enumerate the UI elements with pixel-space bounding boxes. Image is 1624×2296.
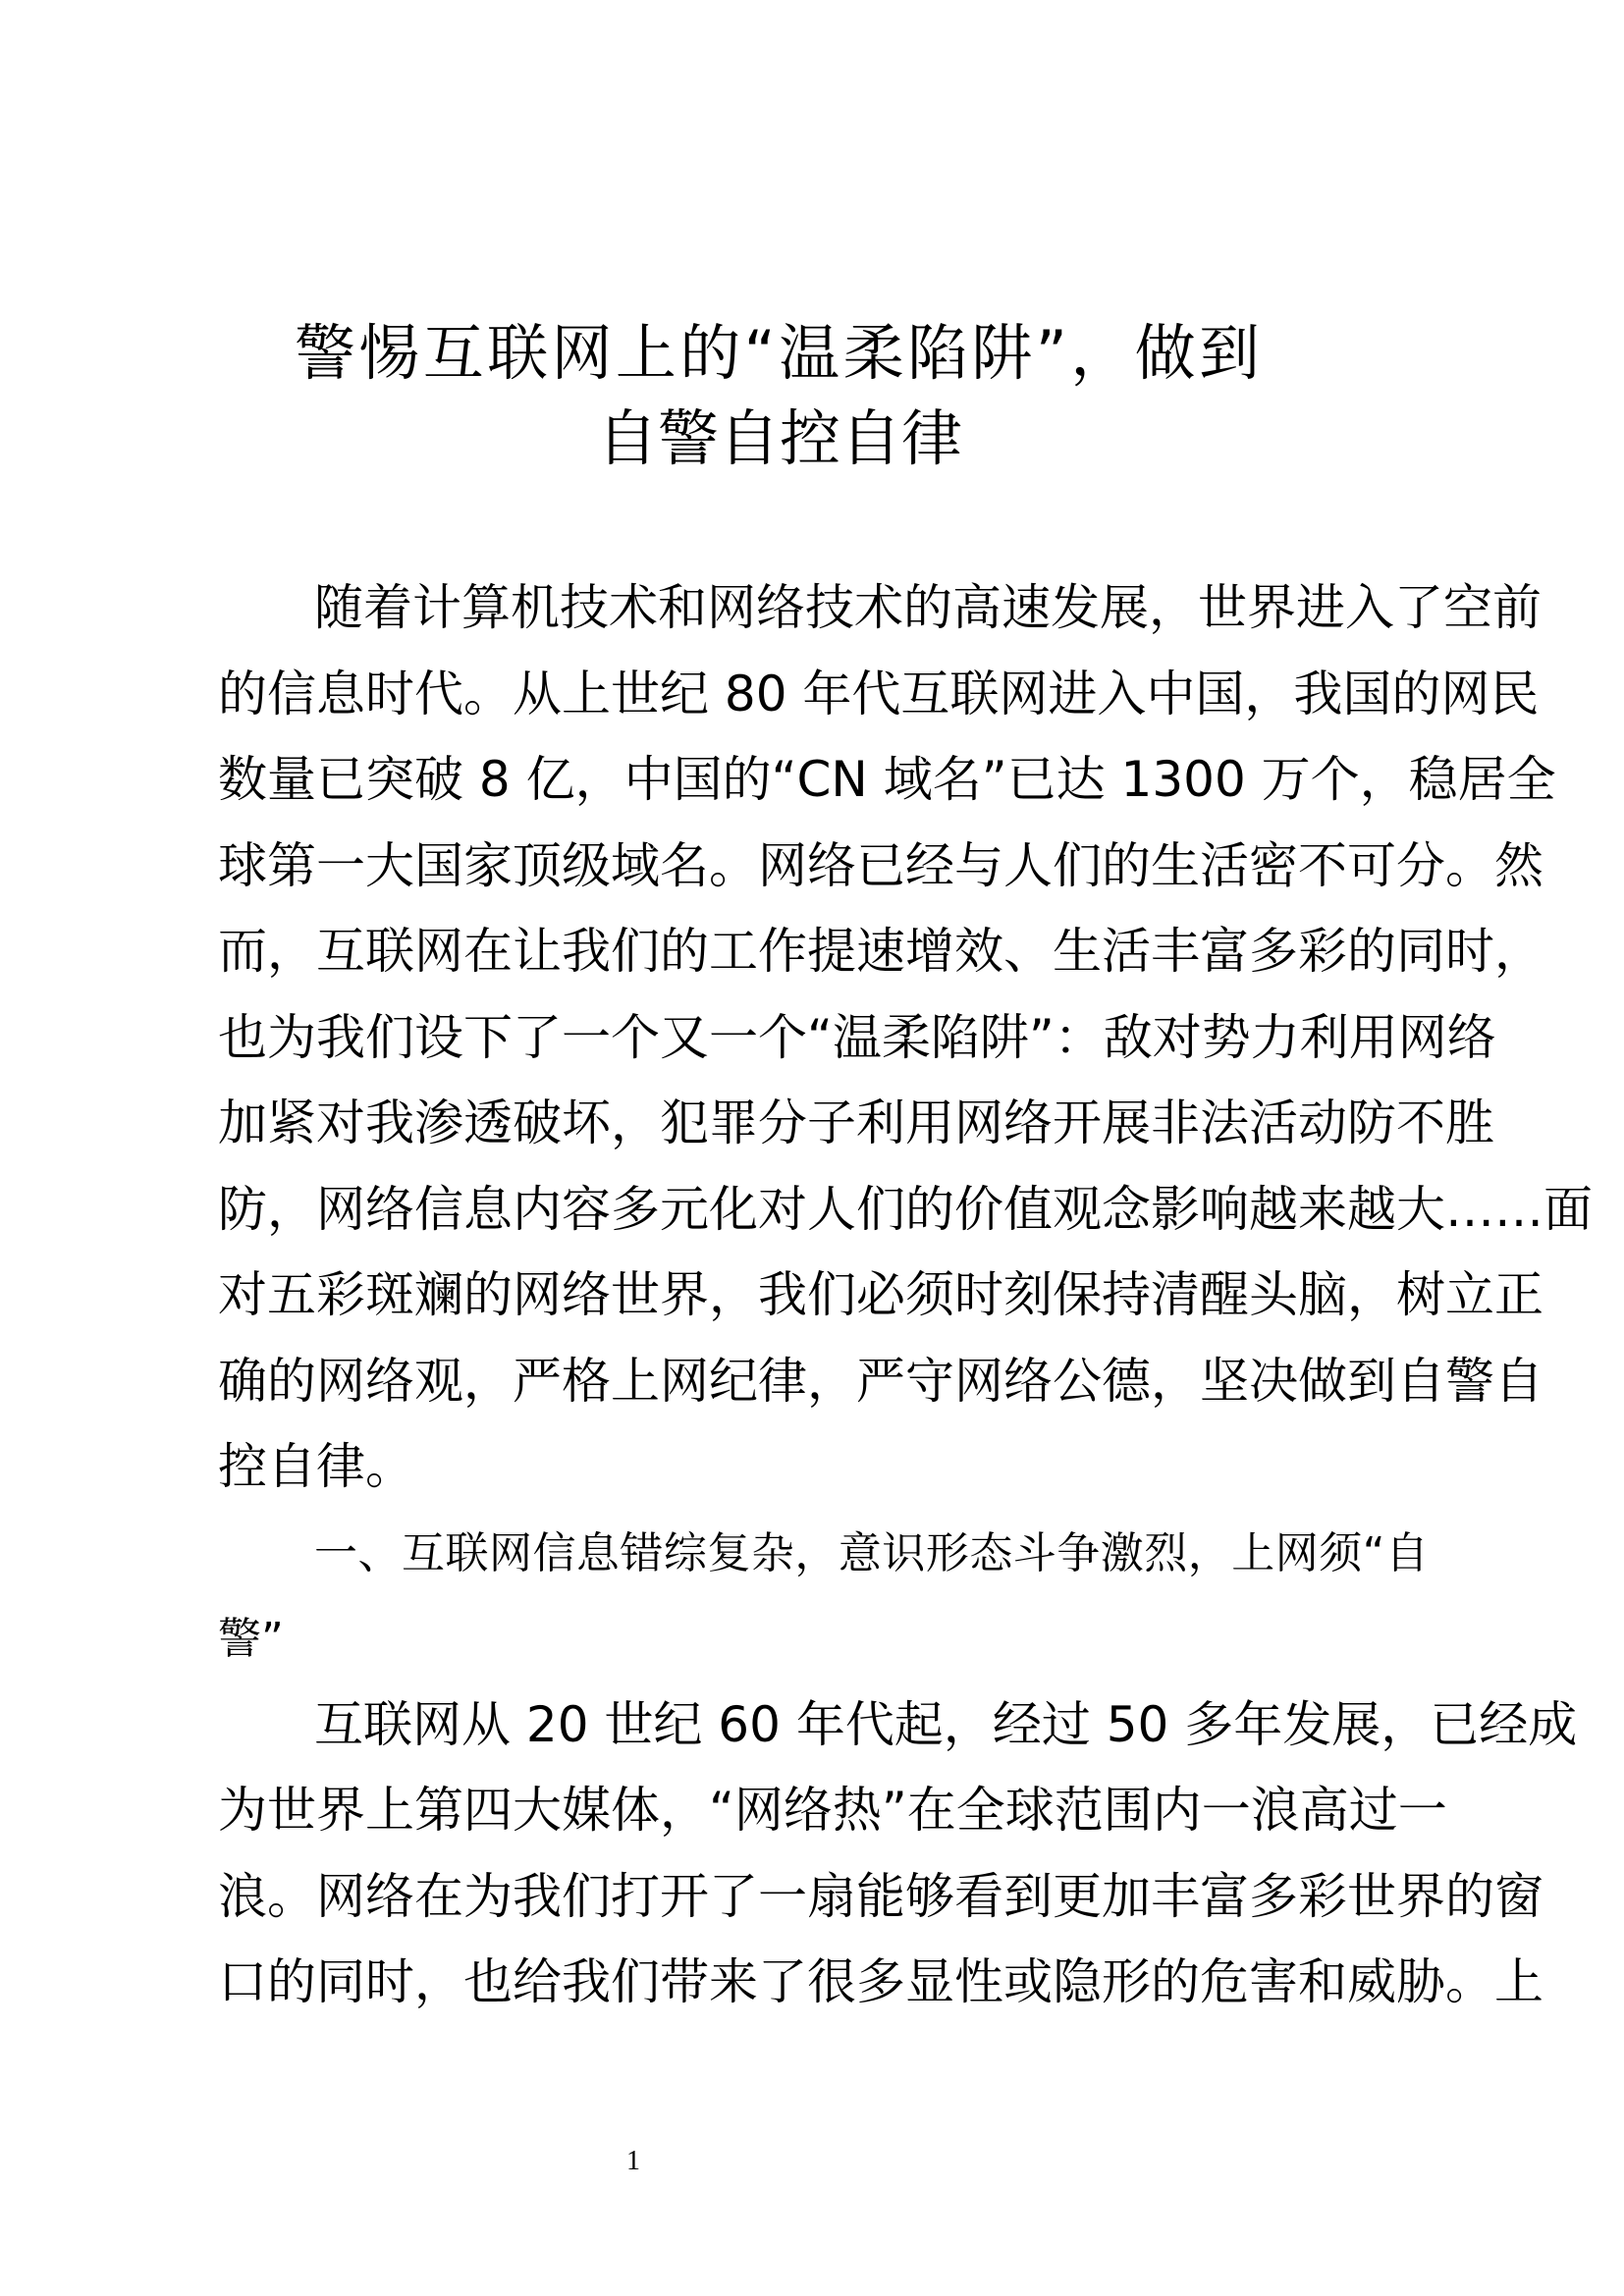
paragraph-line: 的信息时代。从上世纪 80 年代互联网进入中国，我国的网民 xyxy=(218,665,1540,722)
paragraph-line: 加紧对我渗透破坏，犯罪分子利用网络开展非法活动防不胜 xyxy=(218,1095,1494,1151)
paragraph-line: 确的网络观，严格上网纪律，严守网络公德，坚决做到自警自 xyxy=(218,1352,1543,1410)
paragraph-line: 浪。网络在为我们打开了一扇能够看到更加丰富多彩世界的窗 xyxy=(218,1867,1543,1925)
paragraph-line: 控自律。 xyxy=(218,1438,414,1495)
section-heading-line: 警” xyxy=(218,1614,284,1664)
document-body xyxy=(218,565,1593,2026)
paragraph-line: 对五彩斑斓的网络世界，我们必须时刻保持清醒头脑，树立正 xyxy=(218,1266,1543,1323)
paragraph-line: 随着计算机技术和网络技术的高速发展，世界进入了空前 xyxy=(314,579,1542,636)
page-number: 1 xyxy=(626,2146,640,2176)
document-title-line-1: 警惕互联网上的“温柔陷阱”，做到 xyxy=(295,317,1260,389)
paragraph-line: 而，互联网在让我们的工作提速增效、生活丰富多彩的同时， xyxy=(218,923,1543,980)
paragraph-line: 防，网络信息内容多元化对人们的价值观念影响越来越大……面 xyxy=(218,1180,1593,1238)
paragraph-line: 互联网从 20 世纪 60 年代起，经过 50 多年发展，已经成 xyxy=(314,1695,1578,1753)
document-title-line-2: 自警自控自律 xyxy=(597,402,963,474)
paragraph-line: 也为我们设下了一个又一个“温柔陷阱”：敌对势力利用网络 xyxy=(218,1008,1496,1066)
paragraph-line: 数量已突破 8 亿，中国的“CN 域名”已达 1300 万个，稳居全 xyxy=(218,751,1556,808)
section-heading-line: 一、互联网信息错综复杂，意识形态斗争激烈，上网须“自 xyxy=(314,1527,1429,1578)
paragraph-line: 球第一大国家顶级域名。网络已经与人们的生活密不可分。然 xyxy=(218,836,1543,894)
paragraph-line: 口的同时，也给我们带来了很多显性或隐形的危害和威胁。上 xyxy=(218,1953,1543,2010)
paragraph-line: 为世界上第四大媒体，“网络热”在全球范围内一浪高过一 xyxy=(218,1782,1447,1839)
